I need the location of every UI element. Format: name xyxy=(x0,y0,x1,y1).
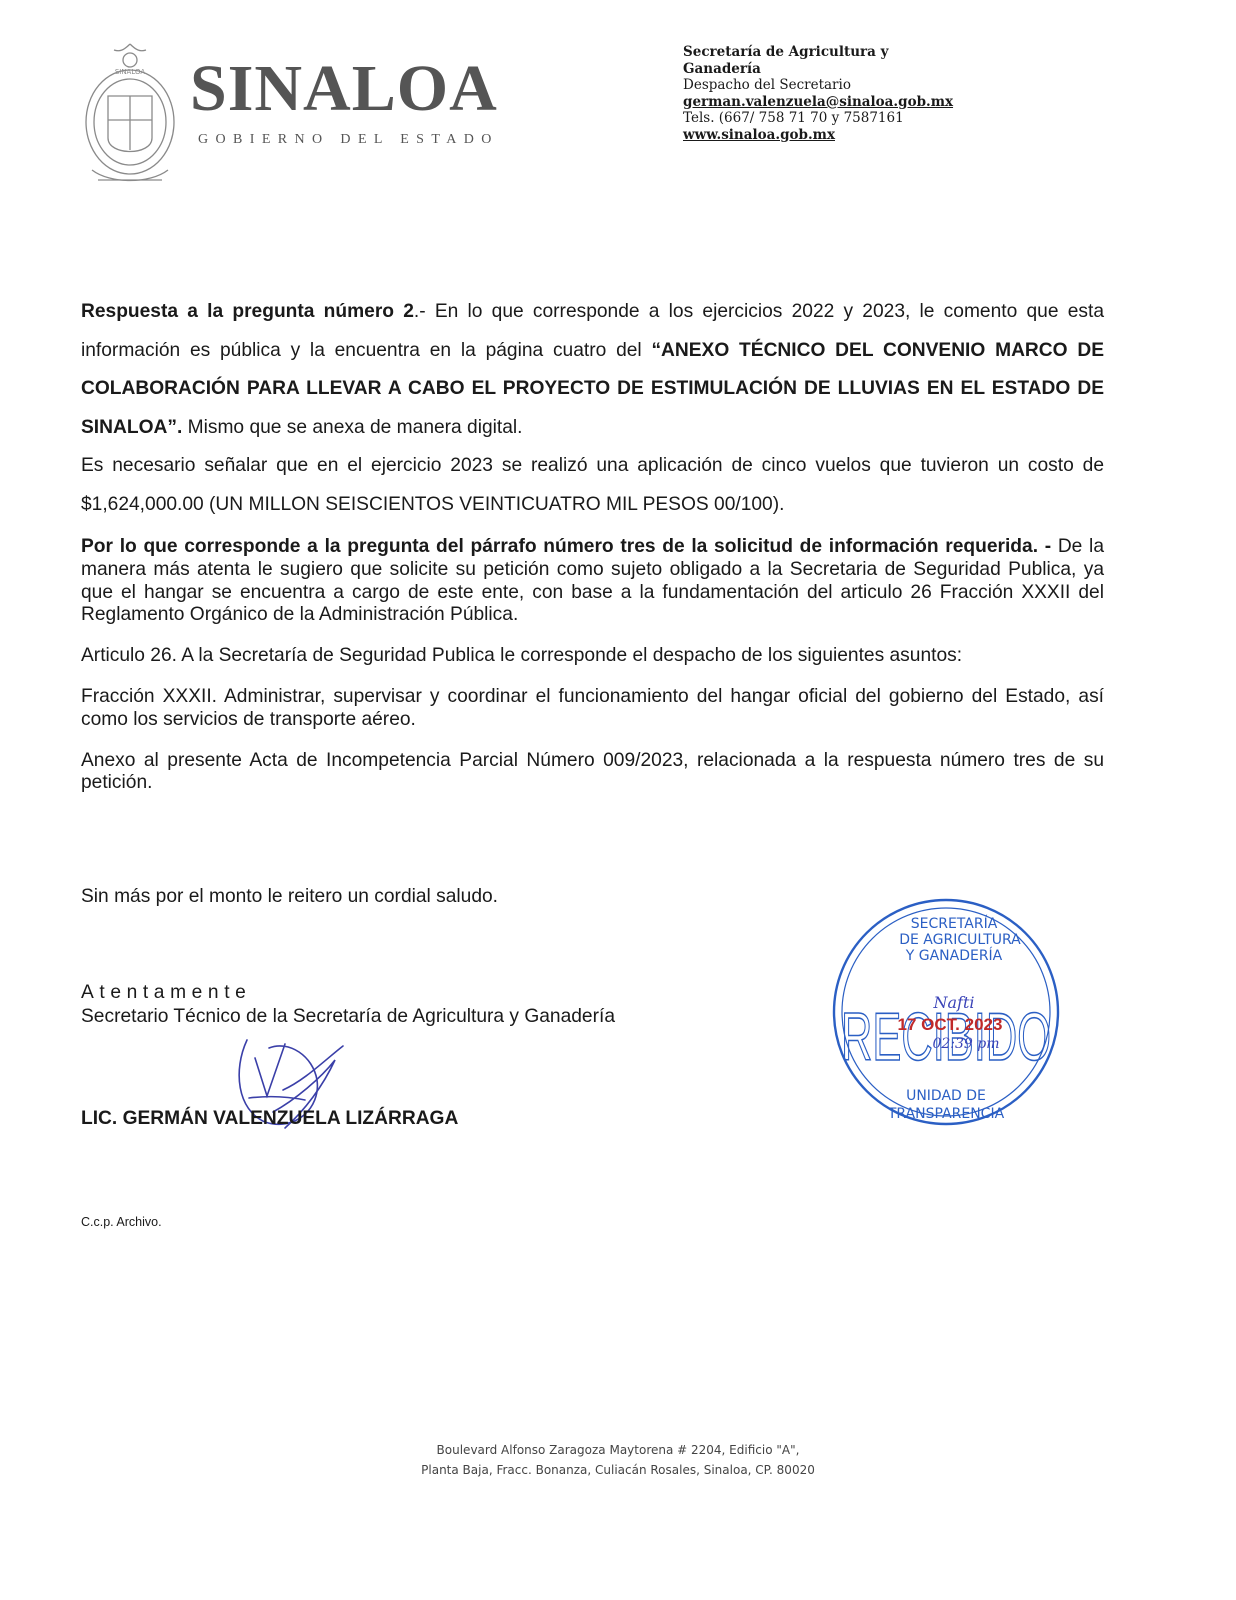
contact-agency-line1: Secretaría de Agricultura y xyxy=(683,44,889,60)
annex-title: “ANEXO TÉCNICO DEL CONVENIO MARCO DE COLABORACIÓN PARA LLEVAR A CABO EL PROYECTO DE ESTIMULACIÓN DE LLUVIAS EN EL ESTADO DE SINALOA”. xyxy=(81,339,1104,438)
signer-title: Secretario Técnico de la Secretaría de Agricultura y Ganadería xyxy=(81,1006,615,1027)
paragraph-response-2 xyxy=(81,293,1104,447)
contact-block xyxy=(683,44,953,143)
response-2-text-b: Mismo que se anexa de manera digital. xyxy=(182,416,523,438)
address-footer xyxy=(0,1440,1236,1480)
stamp-top-line1: SECRETARÍA xyxy=(910,916,998,932)
brand-subtitle: GOBIERNO DEL ESTADO xyxy=(198,132,499,147)
letter-body xyxy=(81,293,1104,795)
signer-name: LIC. GERMÁN VALENZUELA LIZÁRRAGA xyxy=(81,1108,459,1129)
stamp-bottom-line2: TRANSPARENCIA xyxy=(887,1106,1005,1122)
received-stamp xyxy=(826,892,1066,1132)
brand-title: SINALOA xyxy=(190,52,498,125)
stamp-center-word: RECIBIDO xyxy=(841,999,1051,1075)
stamp-handwritten-time: 02:39 pm xyxy=(932,1036,1000,1052)
contact-agency-line2: Ganadería xyxy=(683,60,761,77)
contact-website-link[interactable]: www.sinaloa.gob.mx xyxy=(683,126,835,143)
closing-greeting: Sin más por el monto le reitero un cordial saludo. xyxy=(81,886,499,907)
response-3-heading: Por lo que corresponde a la pregunta del párrafo número tres de la solicitud de información requerida. - xyxy=(81,536,1052,557)
state-seal-logo xyxy=(80,38,180,190)
sign-off: Atentamente xyxy=(81,982,252,1003)
stamp-top-line3: Y GANADERÍA xyxy=(905,948,1003,964)
stamp-bottom-line1: UNIDAD DE xyxy=(906,1088,986,1104)
contact-phones: Tels. (667/ 758 71 70 y 7587161 xyxy=(683,110,904,126)
paragraph-annex: Anexo al presente Acta de Incompetencia Parcial Número 009/2023, relacionada a la respuesta número tres de su petición. xyxy=(81,749,1104,794)
svg-text:SINALOA: SINALOA xyxy=(114,68,146,76)
response-3-text: De la manera más atenta le sugiero que solicite su petición como sujeto obligado a la Secretaria de Seguridad Publica, ya que el hangar se encuentra a cargo de este ente, con base a la fundamentación del articulo 26 Fracción XXXII del Reglamento Orgánico de la Administración Pública. xyxy=(81,536,1104,626)
response-2-text-a: .- En lo que corresponde a los ejercicios 2022 y 2023, le comento que esta información es pública y la encuentra en la página cuatro del xyxy=(81,301,1104,361)
contact-email-link[interactable]: german.valenzuela@sinaloa.gob.mx xyxy=(683,93,954,110)
paragraph-article-26: Articulo 26. A la Secretaría de Seguridad Publica le corresponde el despacho de los siguientes asuntos: xyxy=(81,645,963,667)
paragraph-fraction-xxxii: Fracción XXXII. Administrar, supervisar y coordinar el funcionamiento del hangar oficial del gobierno del Estado, así como los servicios de transporte aéreo. xyxy=(81,685,1104,730)
response-2-heading: Respuesta a la pregunta número 2 xyxy=(81,301,414,322)
paragraph-response-3 xyxy=(81,536,1104,627)
contact-office: Despacho del Secretario xyxy=(683,77,851,93)
stamp-date: 17 OCT. 2023 xyxy=(897,1015,1003,1034)
stamp-top-line2: DE AGRICULTURA xyxy=(899,932,1021,948)
paragraph-flights-cost: Es necesario señalar que en el ejercicio 2023 se realizó una aplicación de cinco vuelos que tuvieron un costo de $1,624,000.00 (UN MILLON SEISCIENTOS VEINTICUATRO MIL PESOS 00/100). xyxy=(81,455,1104,515)
ccp-note: C.c.p. Archivo. xyxy=(81,1215,162,1229)
footer-line1: Boulevard Alfonso Zaragoza Maytorena # 2204, Edificio "A", xyxy=(436,1443,800,1457)
footer-line2: Planta Baja, Fracc. Bonanza, Culiacán Rosales, Sinaloa, CP. 80020 xyxy=(421,1463,815,1477)
stamp-handwritten-name: Nafti xyxy=(933,993,975,1012)
